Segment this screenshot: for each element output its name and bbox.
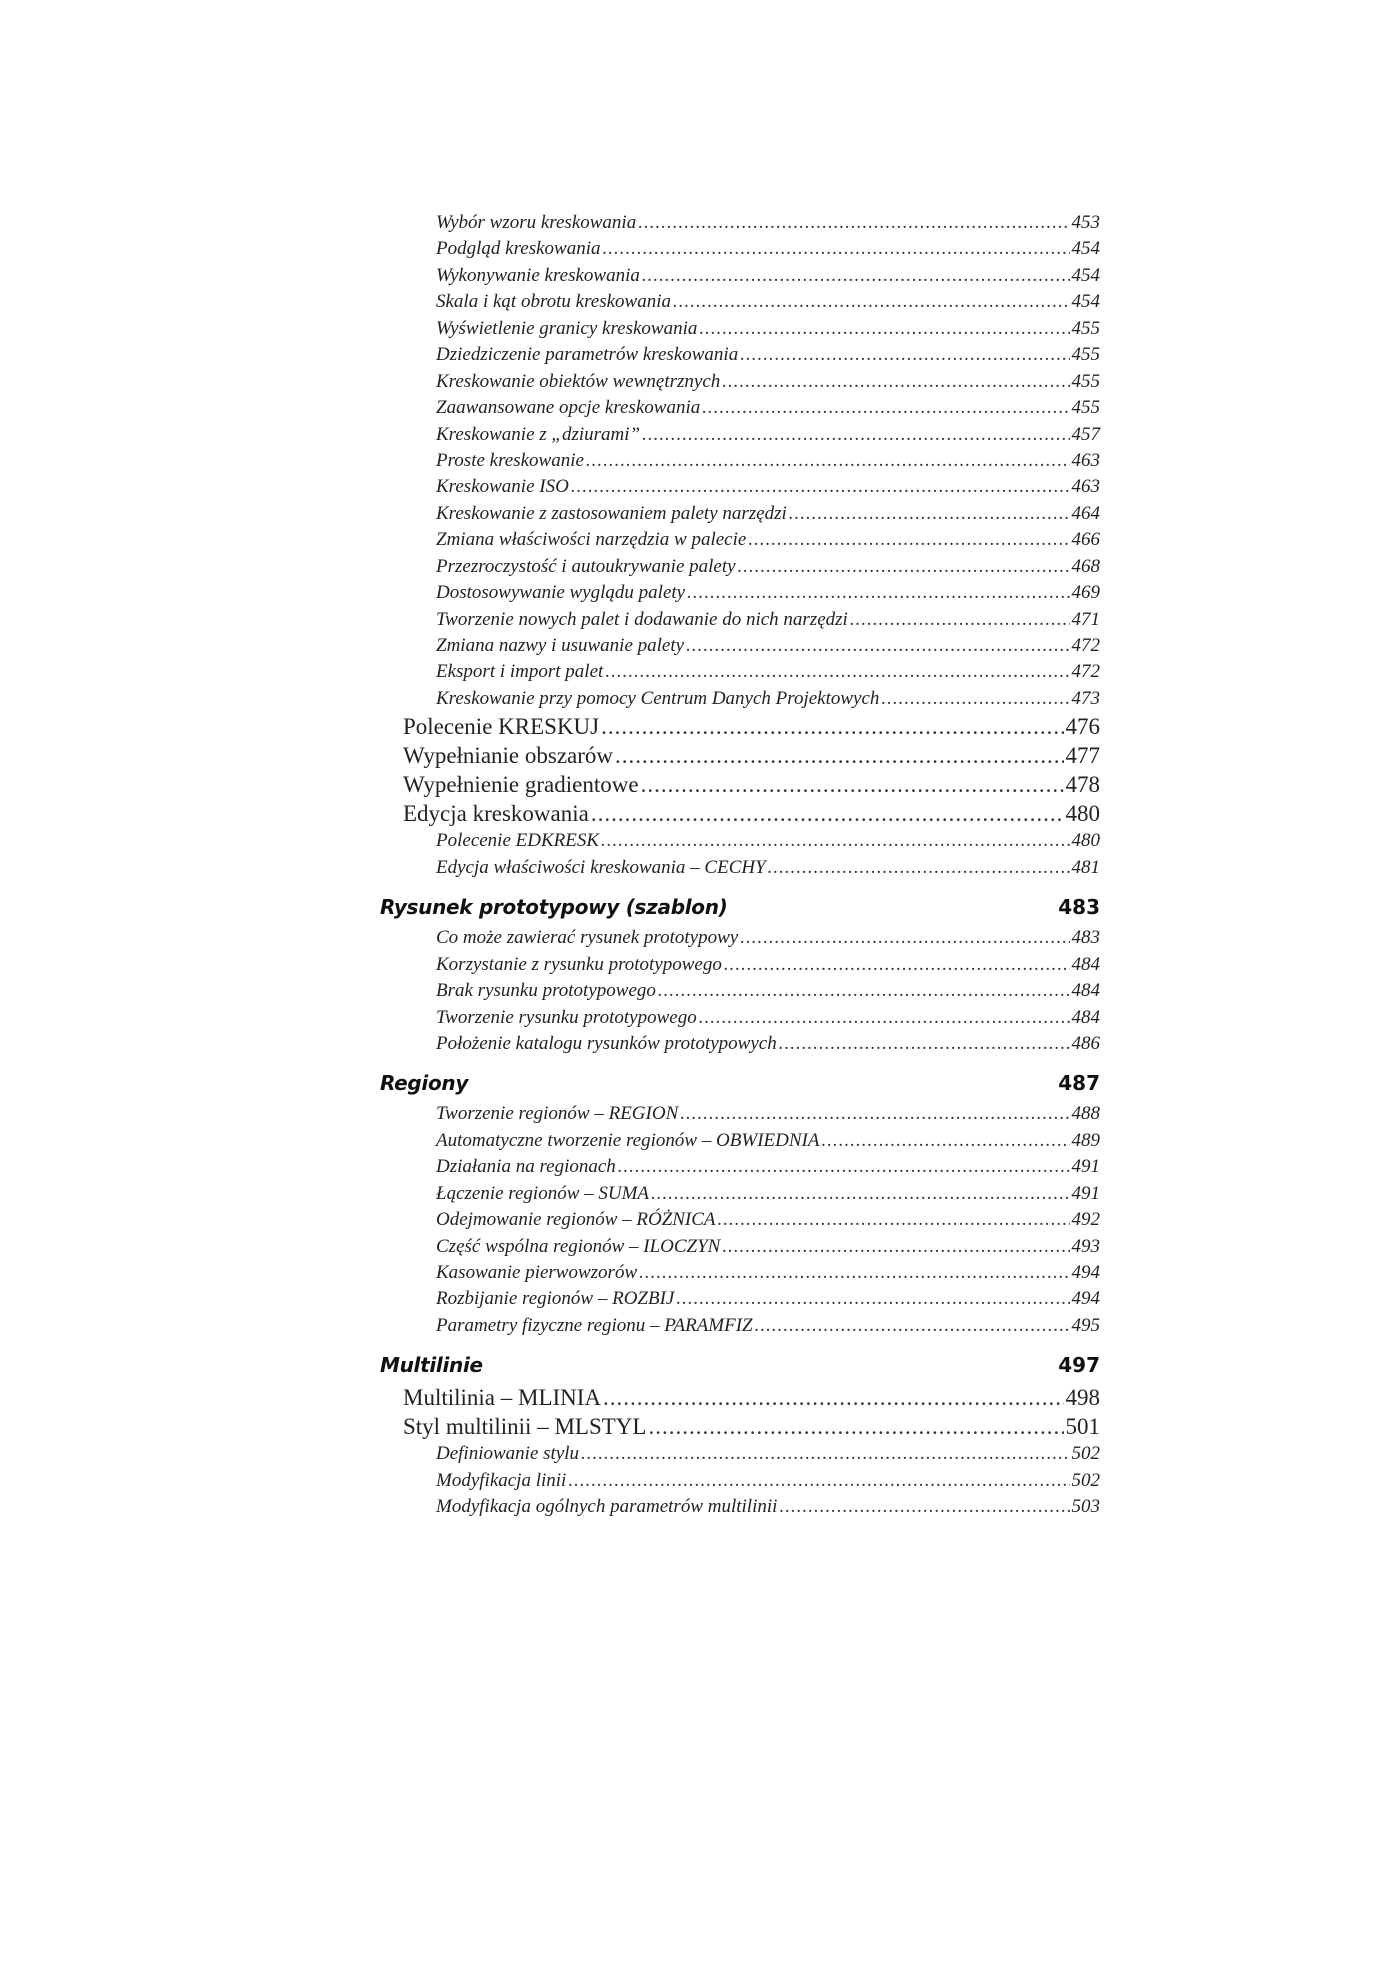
entry-title: Podgląd kreskowania <box>436 238 601 260</box>
entry-title: Tworzenie rysunku prototypowego <box>436 1006 697 1028</box>
toc-subsection-entry <box>380 316 1100 342</box>
toc-subsection-entry <box>380 855 1100 881</box>
toc-subsection-entry <box>380 422 1100 448</box>
dot-leader <box>651 1181 1069 1207</box>
entry-title: Edycja kreskowania <box>403 801 589 827</box>
dot-leader <box>722 369 1069 395</box>
entry-page-number: 454 <box>1071 291 1100 313</box>
dot-leader <box>755 1313 1070 1339</box>
entry-title: Edycja właściwości kreskowania – CECHY <box>436 856 766 878</box>
toc-subsection-entry <box>380 448 1100 474</box>
entry-page-number: 502 <box>1071 1469 1100 1491</box>
entry-title: Kreskowanie z „dziurami” <box>436 423 641 445</box>
entry-title: Położenie katalogu rysunków prototypowych <box>436 1032 777 1054</box>
entry-title: Kreskowanie przy pomocy Centrum Danych Projektowych <box>436 687 880 709</box>
dot-leader <box>641 770 1064 799</box>
toc-subsection-entry <box>380 952 1100 978</box>
dot-leader <box>605 659 1069 685</box>
dot-leader <box>722 1234 1069 1260</box>
toc-section-entry <box>380 712 1100 741</box>
entry-page-number: 464 <box>1071 502 1100 524</box>
toc-subsection-entry <box>380 686 1100 712</box>
toc-subsection-entry <box>380 607 1100 633</box>
entry-title: Tworzenie nowych palet i dodawanie do nich narzędzi <box>436 608 848 630</box>
entry-title: Automatyczne tworzenie regionów – OBWIEDNIA <box>436 1129 820 1151</box>
dot-leader <box>789 501 1070 527</box>
entry-page-number: 478 <box>1065 772 1100 798</box>
toc-subsection-entry <box>380 1128 1100 1154</box>
toc-subsection-entry <box>380 1154 1100 1180</box>
entry-page-number: 473 <box>1071 687 1100 709</box>
entry-page-number: 476 <box>1065 714 1100 740</box>
dot-leader <box>642 263 1070 289</box>
toc-subsection-entry <box>380 501 1100 527</box>
entry-title: Tworzenie regionów – REGION <box>436 1103 679 1125</box>
dot-leader <box>568 1468 1069 1494</box>
dot-leader <box>601 712 1063 741</box>
toc-subsection-entry <box>380 1286 1100 1312</box>
entry-page-number: 477 <box>1065 743 1100 769</box>
entry-page-number: 493 <box>1071 1235 1100 1257</box>
toc-subsection-entry <box>380 580 1100 606</box>
toc-subsection-entry <box>380 554 1100 580</box>
chapter-page-number: 487 <box>1058 1071 1100 1096</box>
entry-page-number: 501 <box>1065 1414 1100 1440</box>
toc-subsection-entry <box>380 236 1100 262</box>
entry-title: Wypełnienie gradientowe <box>403 772 639 798</box>
dot-leader <box>768 855 1070 881</box>
toc-subsection-entry <box>380 1207 1100 1233</box>
toc-subsection-entry <box>380 978 1100 1004</box>
entry-page-number: 489 <box>1071 1129 1100 1151</box>
toc-subsection-entry <box>380 1101 1100 1127</box>
entry-page-number: 488 <box>1071 1103 1100 1125</box>
entry-page-number: 480 <box>1071 830 1100 852</box>
toc-subsection-entry <box>380 1441 1100 1467</box>
entry-title: Odejmowanie regionów – RÓŻNICA <box>436 1209 716 1231</box>
entry-page-number: 455 <box>1071 397 1100 419</box>
entry-page-number: 454 <box>1071 238 1100 260</box>
entry-page-number: 472 <box>1071 661 1100 683</box>
dot-leader <box>648 1412 1063 1441</box>
entry-page-number: 457 <box>1071 423 1100 445</box>
dot-leader <box>571 474 1070 500</box>
dot-leader <box>779 1031 1070 1057</box>
entry-page-number: 453 <box>1071 212 1100 233</box>
entry-page-number: 484 <box>1071 1006 1100 1028</box>
dot-leader <box>680 1101 1069 1127</box>
toc-subsection-entry <box>380 527 1100 553</box>
entry-title: Dostosowywanie wyglądu palety <box>436 582 686 604</box>
entry-title: Eksport i import palet <box>436 661 604 683</box>
entry-title: Modyfikacja ogólnych parametrów multilinii <box>436 1496 778 1518</box>
entry-title: Kasowanie pierwowzorów <box>436 1262 638 1283</box>
entry-title: Wykonywanie kreskowania <box>436 264 640 286</box>
entry-page-number: 484 <box>1071 953 1100 975</box>
entry-title: Działania na regionach <box>436 1156 616 1178</box>
dot-leader <box>699 316 1069 342</box>
dot-leader <box>748 527 1069 553</box>
dot-leader <box>821 1128 1069 1154</box>
toc-subsection-entry <box>380 395 1100 421</box>
toc-subsection-entry <box>380 263 1100 289</box>
entry-page-number: 481 <box>1071 856 1100 878</box>
entry-title: Korzystanie z rysunku prototypowego <box>436 953 722 975</box>
toc-section-entry <box>380 799 1100 828</box>
dot-leader <box>615 741 1063 770</box>
entry-title: Parametry fizyczne regionu – PARAMFIZ <box>436 1314 753 1336</box>
entry-title: Wyświetlenie granicy kreskowania <box>436 317 698 339</box>
toc-subsection-entry <box>380 828 1100 854</box>
toc-subsection-entry <box>380 474 1100 500</box>
toc-subsection-entry <box>380 1005 1100 1031</box>
toc-subsection-entry <box>380 1181 1100 1207</box>
dot-leader <box>642 422 1069 448</box>
entry-page-number: 502 <box>1071 1443 1100 1465</box>
toc-subsection-entry <box>380 1031 1100 1057</box>
entry-page-number: 495 <box>1071 1314 1100 1336</box>
dot-leader <box>638 210 1069 236</box>
dot-leader <box>740 925 1069 951</box>
entry-title: Zaawansowane opcje kreskowania <box>436 397 701 419</box>
dot-leader <box>850 607 1070 633</box>
entry-title: Wypełnianie obszarów <box>403 743 614 769</box>
chapter-page-number: 497 <box>1058 1353 1100 1378</box>
entry-page-number: 492 <box>1071 1209 1100 1231</box>
chapter-title: Multilinie <box>380 1353 483 1378</box>
entry-page-number: 484 <box>1071 980 1100 1002</box>
dot-leader <box>581 1441 1069 1467</box>
toc-section-entry <box>380 770 1100 799</box>
entry-page-number: 469 <box>1071 582 1100 604</box>
entry-page-number: 463 <box>1071 449 1100 471</box>
entry-title: Multilinia – MLINIA <box>403 1385 602 1411</box>
toc-section-entry <box>380 741 1100 770</box>
toc-chapter-heading <box>380 1348 1100 1382</box>
entry-title: Zmiana właściwości narzędzia w palecie <box>436 529 747 551</box>
toc-subsection-entry <box>380 1494 1100 1520</box>
toc-section-entry <box>380 1412 1100 1441</box>
entry-title: Wybór wzoru kreskowania <box>436 212 637 233</box>
entry-page-number: 472 <box>1071 635 1100 656</box>
entry-page-number: 491 <box>1071 1156 1100 1178</box>
entry-page-number: 455 <box>1071 317 1100 339</box>
dot-leader <box>881 686 1069 712</box>
entry-page-number: 498 <box>1065 1385 1100 1411</box>
entry-title: Część wspólna regionów – ILOCZYN <box>436 1235 721 1257</box>
entry-title: Styl multilinii – MLSTYL <box>403 1414 647 1440</box>
entry-page-number: 466 <box>1071 529 1100 551</box>
toc-chapter-heading <box>380 1066 1100 1100</box>
dot-leader <box>676 1286 1069 1312</box>
dot-leader <box>658 978 1070 1004</box>
entry-title: Definiowanie stylu <box>436 1443 580 1465</box>
entry-title: Rozbijanie regionów – ROZBIJ <box>436 1288 675 1310</box>
entry-page-number: 463 <box>1071 476 1100 498</box>
entry-page-number: 503 <box>1071 1496 1100 1518</box>
entry-title: Kreskowanie ISO <box>436 476 569 498</box>
dot-leader <box>603 1383 1063 1412</box>
toc-subsection-entry <box>380 210 1100 236</box>
entry-title: Proste kreskowanie <box>436 449 584 471</box>
dot-leader <box>591 799 1064 828</box>
dot-leader <box>586 448 1070 474</box>
entry-title: Kreskowanie z zastosowaniem palety narzędzi <box>436 502 787 524</box>
dot-leader <box>702 395 1069 421</box>
table-of-contents <box>380 210 1100 1521</box>
entry-page-number: 494 <box>1071 1288 1100 1310</box>
toc-chapter-heading <box>380 890 1100 924</box>
entry-title: Skala i kąt obrotu kreskowania <box>436 291 672 313</box>
dot-leader <box>738 554 1070 580</box>
entry-page-number: 454 <box>1071 264 1100 286</box>
entry-title: Polecenie EDKRESK <box>436 830 600 852</box>
toc-subsection-entry <box>380 659 1100 685</box>
dot-leader <box>639 1260 1069 1286</box>
entry-page-number: 494 <box>1071 1262 1100 1283</box>
toc-subsection-entry <box>380 369 1100 395</box>
toc-subsection-entry <box>380 289 1100 315</box>
entry-page-number: 455 <box>1071 344 1100 366</box>
chapter-title: Rysunek prototypowy (szablon) <box>380 895 728 920</box>
entry-title: Kreskowanie obiektów wewnętrznych <box>436 370 721 392</box>
entry-page-number: 486 <box>1071 1032 1100 1054</box>
dot-leader <box>687 580 1069 606</box>
toc-subsection-entry <box>380 925 1100 951</box>
entry-page-number: 455 <box>1071 370 1100 392</box>
dot-leader <box>602 236 1069 262</box>
entry-title: Dziedziczenie parametrów kreskowania <box>436 344 739 366</box>
toc-subsection-entry <box>380 1313 1100 1339</box>
dot-leader <box>718 1207 1070 1233</box>
dot-leader <box>724 952 1070 978</box>
entry-title: Brak rysunku prototypowego <box>436 980 656 1002</box>
toc-section-entry <box>380 1383 1100 1412</box>
chapter-page-number: 483 <box>1058 895 1100 920</box>
entry-page-number: 491 <box>1071 1182 1100 1204</box>
dot-leader <box>673 289 1069 315</box>
chapter-title: Regiony <box>380 1071 469 1096</box>
dot-leader <box>740 342 1069 368</box>
dot-leader <box>601 828 1069 854</box>
entry-title: Przezroczystość i autoukrywanie palety <box>436 555 736 577</box>
entry-page-number: 468 <box>1071 555 1100 577</box>
toc-subsection-entry <box>380 633 1100 659</box>
entry-title: Modyfikacja linii <box>436 1469 567 1491</box>
dot-leader <box>779 1494 1069 1520</box>
toc-subsection-entry <box>380 1234 1100 1260</box>
dot-leader <box>618 1154 1070 1180</box>
entry-page-number: 483 <box>1071 927 1100 949</box>
entry-title: Polecenie KRESKUJ <box>403 714 600 740</box>
dot-leader <box>686 633 1069 659</box>
entry-page-number: 480 <box>1065 801 1100 827</box>
entry-title: Łączenie regionów – SUMA <box>436 1182 650 1204</box>
entry-title: Co może zawierać rysunek prototypowy <box>436 927 739 949</box>
toc-subsection-entry <box>380 342 1100 368</box>
entry-title: Zmiana nazwy i usuwanie palety <box>436 635 685 656</box>
toc-subsection-entry <box>380 1468 1100 1494</box>
dot-leader <box>699 1005 1070 1031</box>
entry-page-number: 471 <box>1071 608 1100 630</box>
toc-subsection-entry <box>380 1260 1100 1286</box>
